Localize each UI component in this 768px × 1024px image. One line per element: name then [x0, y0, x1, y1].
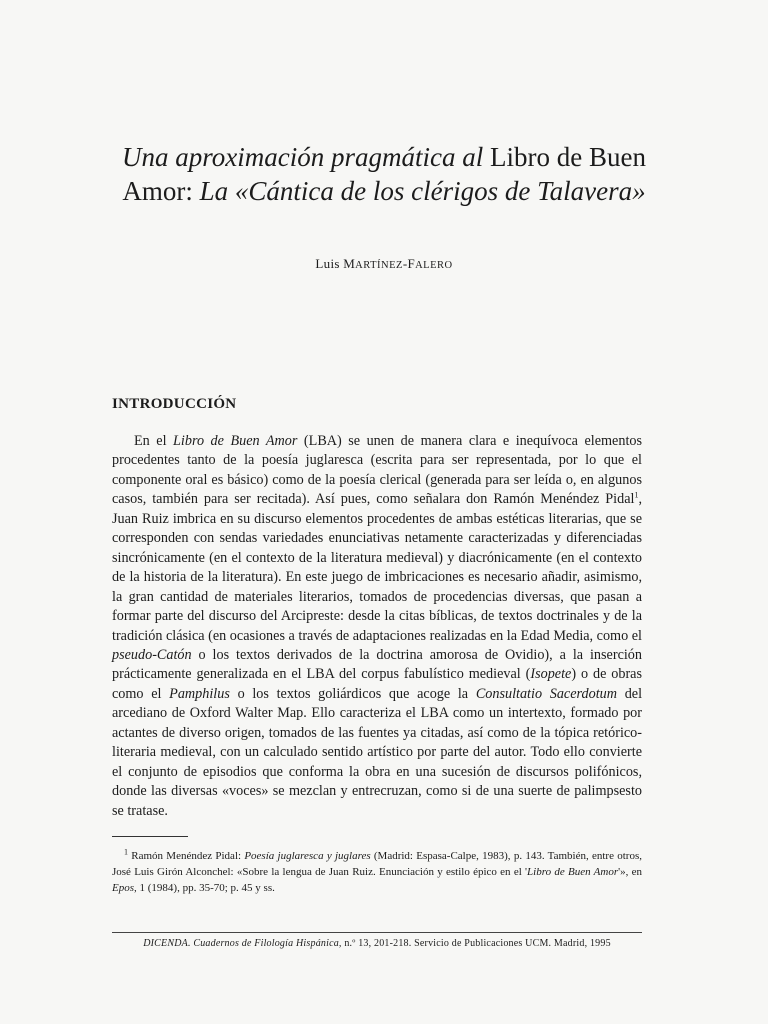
author-surname-initial-1: M [343, 256, 356, 271]
title-part-1: Una aproximación pragmática al [122, 142, 484, 172]
italic-run: Libro de Buen Amor [173, 433, 298, 449]
italic-run: Consultatio Sacerdotum [475, 685, 617, 702]
footnote-number: 1 [124, 847, 128, 857]
article-title [100, 140, 668, 208]
footer-divider [112, 932, 642, 933]
title-part-3: La «Cántica de los clérigos de Talavera» [199, 176, 646, 206]
author-surname-initial-2: -F [402, 256, 416, 271]
journal-name: DICENDA. Cuadernos de Filología Hispánica, [143, 938, 342, 949]
footnote [112, 848, 642, 896]
text-run: o los textos goliárdicos que acoge la [237, 685, 469, 702]
title-part-2: Libro de Buen Amor: [122, 142, 646, 206]
page-footer [112, 938, 642, 949]
text-run: del arcediano de Oxford Walter Map. Ello caracteriza el LBA como un intertexto, formado por actantes de diverso origen, tomados de las fuentes ya citadas, así como de la tópica retórico-literaria medieval, con un calculado sentido artístico por parte del autor. Todo ello convierte el conjunto de episodios que conforma la obra en una sucesión de discursos polifónicos, donde las diversas «voces» se mezclan y entrecruzan, como si de una suerte de palimpsesto se tratase. [112, 685, 643, 819]
body-text [112, 432, 642, 821]
section-heading: INTRODUCCIÓN [112, 396, 237, 412]
text-run: ) o de obras como el [112, 666, 642, 702]
footnote-divider [112, 836, 188, 837]
publication-details: n.º 13, 201-218. Servicio de Publicaciones UCM. Madrid, 1995 [344, 938, 611, 949]
paragraph [112, 432, 642, 821]
italic-run: Pamphilus [169, 685, 230, 702]
text-run: Ramón Menéndez Pidal: [131, 850, 242, 862]
author-name [0, 256, 768, 272]
text-run: (LBA) se unen de manera clara e inequívoca elementos procedentes tanto de la poesía juglaresca (escrita para ser representada, por lo que el componente oral es básico) como de la poesía clerical (generada para ser leída o, en algunos casos, también para ser recitada). Así pues, como señalara don Ramón Menéndez Pidal [112, 433, 643, 508]
italic-run: Epos, [112, 882, 137, 894]
author-first-name: Luis [315, 256, 340, 271]
author-surname-rest-1: ARTÍNEZ [355, 260, 403, 271]
text-run: '», en [618, 866, 642, 878]
italic-run: Isopete [530, 666, 572, 683]
text-run: o los textos derivados de la doctrina amorosa de Ovidio), a la inserción prácticamente generalizada en el LBA del corpus fabulístico medieval ( [112, 646, 642, 683]
text-run: , Juan Ruiz imbrica en su discurso elementos procedentes de ambas estéticas literarias, que se corresponden con sendas variedades enunciativas netamente caracterizadas y diferenciadas sincrónicamente (en el contexto de la literatura medieval) y diacrónicamente (en el contexto de la historia de la literatura). En este juego de imbricaciones es necesario añadir, asimismo, la gran cantidad de materiales literarios, tomados de procedencias diversas, que pasan a formar parte del discurso del Arcipreste: desde la citas bíblicas, de textos doctrinales y de la tradición clásica (en ocasiones a través de adaptaciones realizadas en la Edad Media, como el [112, 491, 642, 644]
text-run: En el [134, 433, 167, 449]
text-run: (Madrid: Espasa-Calpe, 1983), p. 143. También, entre otros, José Luis Girón Alconchel: «Sobre la lengua de Juan Ruiz. Enunciación y estilo épico en el ' [112, 850, 642, 878]
italic-run: pseudo-Catón [112, 646, 192, 663]
italic-run: Poesía juglaresca y juglares [244, 850, 371, 862]
text-run: 1 (1984), pp. 35-70; p. 45 y ss. [139, 882, 275, 894]
footnote-text [112, 848, 642, 896]
footnote-marker[interactable]: 1 [634, 490, 639, 500]
italic-run: Libro de Buen Amor [527, 866, 619, 878]
author-surname-rest-2: ALERO [415, 260, 453, 271]
